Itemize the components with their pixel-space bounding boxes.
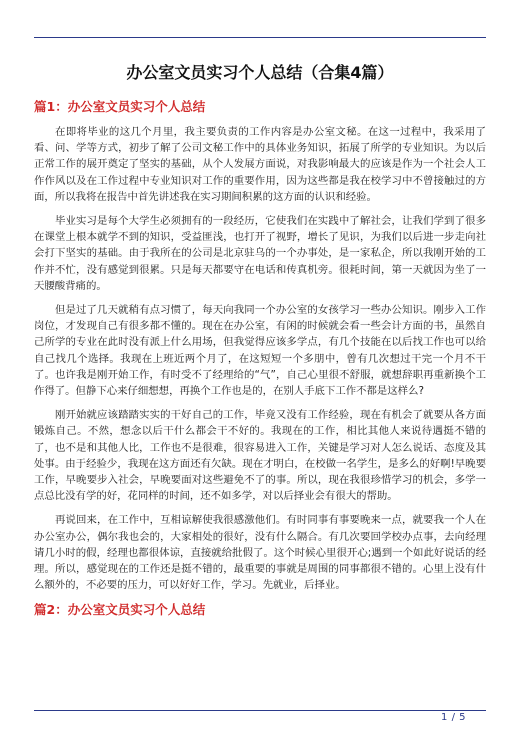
paragraph: 毕业实习是每个大学生必须拥有的一段经历，它使我们在实践中了解社会，让我们学到了很多在课堂上根本就学不到的知识，受益匪浅，也打开了视野，增长了见识，为我们以后进一步走向社会打下坚实的基础。由于我所在的公司是北京驻乌的一个办事处，是一家私企，所以我刚开始的工作并不忙，没有感觉到很累。只是每天都要守在电话和传真机旁。很耗时间，第一天就因为坐了一天腰酸背痛的。 [34,215,486,292]
paragraph: 但是过了几天就稍有点习惯了，每天向我同一个办公室的女孩学习一些办公知识。刚步入工作岗位，才发现自己有很多都不懂的。现在在办公室，有闲的时候就会看一些会计方面的书，虽然自己所学的专业在此时没有派上什么用场，但我觉得应该多学点，有几个技能在以后找工作也可以给自己找几个选择。我现在上班近两个月了，在这短短一个多朋中，曾有几次想过干完一个月不干了。也许我是刚开始工作，有时受不了经理给的“气”，自己心里很不舒服，就想辞职再重新换个工作得了。但静下心来仔细想想，再换个工作也是的，在别人手底下工作不都是这样么? [34,304,486,398]
footer-rule [34,710,486,711]
paragraph: 在即将毕业的这几个月里，我主要负责的工作内容是办公室文秘。在这一过程中，我采用了看、问、学等方式，初步了解了公司文秘工作中的具体业务知识，拓展了所学的专业知识。为以后正常工作的展开奠定了坚实的基础，从个人发展方面说，对我影响最大的应该是作为一个社会人工作作风以及在工作过程中专业知识对工作的重要作用，因为这些都是我在校学习中不曾接触过的方面，所以我将在报告中首先讲述我在实习期间积累的这方面的认识和经验。 [34,126,486,203]
section-heading-2: 篇2：办公室文员实习个人总结 [34,602,206,618]
paragraph: 刚开始就应该踏踏实实的干好自己的工作，毕竟又没有工作经验，现在有机会了就要从各方面锻炼自己。不然，想念以后干什么都会干不好的。我现在的工作，相比其他人来说待遇挺不错的了，也不是和其他人比，工作也不是很难，很容易进入工作，关键是学习对人怎么说话、态度及其处事。由于经验少，我现在这方面还有欠缺。现在才明白，在校做一名学生，是多么的好啊!早晚要工作，早晚要步入社会，早晚要面对这些避免不了的事。所以，现在我很珍惜学习的机会，多学一点总比没有学的好，花同样的时间，还不如多学，对以后择业会有很大的帮助。 [34,409,486,503]
document-body [34,62,486,627]
page-number: 1 / 5 [441,712,466,723]
document-title: 办公室文员实习个人总结（合集4篇） [126,63,394,82]
paragraph: 再说回来，在工作中，互相谅解使我很感激他们。有时同事有事要晚来一点，就要我一个人在办公室办公，偶尔我也会的，大家相处的很好，没有什么隔合。有几次要回学校办点事，去向经理请几小时的假，经理也都很体谅，直接就给批假了。这个时候心里很开心;遇到一个如此好说话的经理。所以，感觉现在的工作还是挺不错的，最重要的事就是周围的同事都很不错的。心里上没有什么额外的，不必要的压力，可以好好工作，学习。先就业，后择业。 [34,514,486,592]
section-heading-1: 篇1：办公室文员实习个人总结 [34,99,206,114]
header-rule [34,37,486,38]
